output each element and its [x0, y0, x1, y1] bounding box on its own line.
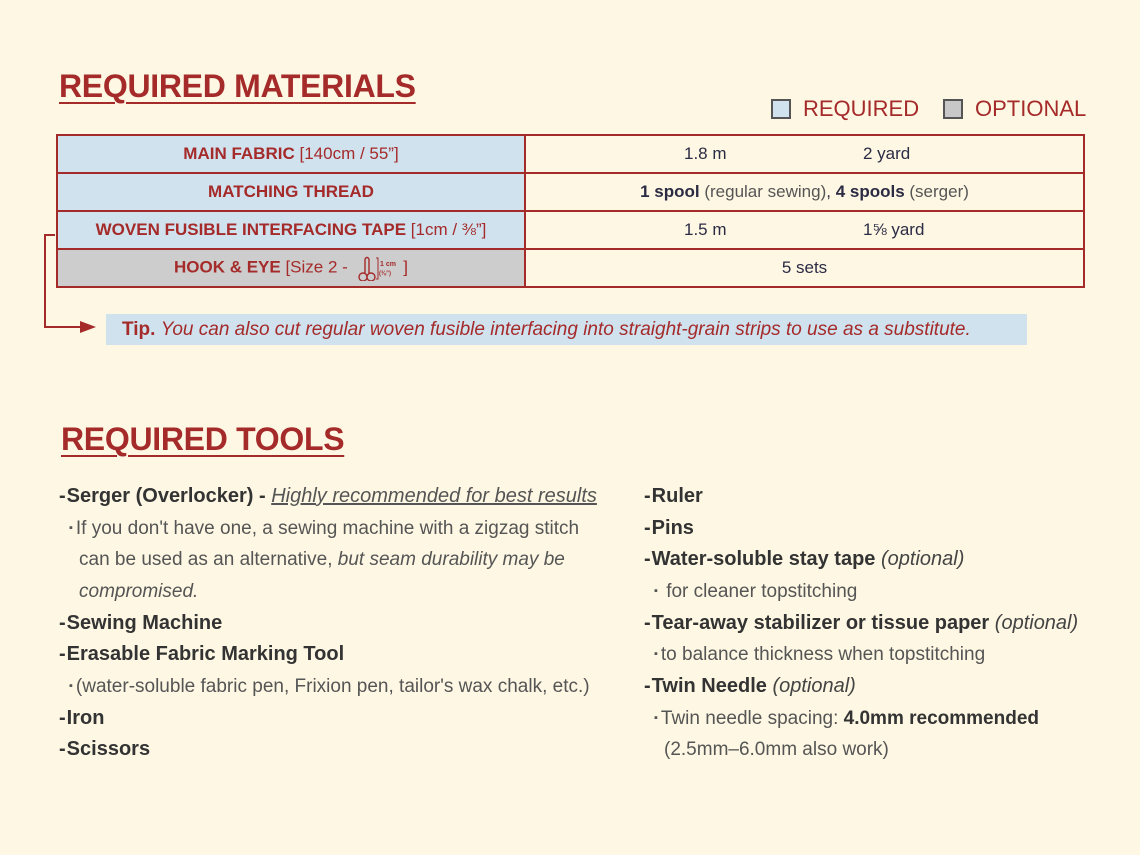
bullet-marker: ▪ — [69, 521, 73, 534]
tool-name: Scissors — [66, 738, 151, 761]
list-item — [644, 608, 1124, 640]
material-spec: [1cm / ⅜”] — [410, 220, 487, 239]
material-spec: [140cm / 55”] — [299, 144, 399, 163]
sub-text: to balance thickness when topstitching — [660, 644, 986, 666]
tools-list-left — [59, 481, 629, 766]
table-row — [57, 135, 1084, 173]
list-item — [644, 544, 1124, 576]
tip-connector-arrow-icon — [40, 232, 100, 334]
thread-desc-1: (regular sewing) — [704, 182, 827, 201]
tip-box — [106, 314, 1027, 345]
tool-sep: - — [253, 485, 272, 507]
list-subitem — [644, 576, 1124, 608]
sub-text: (2.5mm–6.0mm also work) — [664, 739, 889, 761]
thread-qty-2: 4 spools — [835, 182, 905, 201]
material-spec-end: ] — [403, 257, 409, 277]
tool-note: Highly recommended for best results — [271, 485, 597, 507]
sub-text-italic: but seam durability may be — [337, 549, 565, 571]
material-name-text: HOOK & EYE — [173, 257, 281, 277]
thread-qty-1: 1 spool — [640, 182, 700, 201]
material-name — [57, 249, 525, 287]
tool-name: Sewing Machine — [66, 611, 223, 634]
dash-marker: - — [644, 485, 651, 507]
material-name-text: WOVEN FUSIBLE INTERFACING TAPE — [95, 220, 407, 239]
list-subitem — [644, 703, 1124, 735]
tool-name: Iron — [66, 706, 105, 729]
sub-text: can be used as an alternative, — [79, 549, 338, 571]
hook-and-eye-icon — [356, 255, 396, 281]
list-subitem-cont — [644, 734, 1124, 766]
list-subitem — [59, 671, 629, 703]
tool-name: Serger (Overlocker) — [66, 485, 254, 507]
material-quantity — [525, 249, 1084, 287]
dash-marker: - — [59, 485, 66, 507]
list-item — [644, 671, 1124, 703]
material-name — [57, 211, 525, 249]
list-subitem — [644, 639, 1124, 671]
thread-desc-2: (serger) — [909, 182, 969, 201]
material-quantity — [525, 135, 1084, 173]
legend-optional — [943, 96, 1086, 122]
bullet-marker: ▪ — [654, 584, 658, 597]
list-subitem — [59, 513, 629, 545]
sub-text-italic: compromised. — [79, 580, 199, 602]
dash-marker: - — [59, 738, 66, 761]
bullet-marker: ▪ — [654, 648, 658, 661]
dash-marker: - — [644, 516, 651, 539]
tool-name: Ruler — [651, 485, 703, 507]
legend-optional-label: OPTIONAL — [975, 96, 1087, 121]
tip-text: You can also cut regular woven fusible interfacing into straight-grain strips to use as a substitute. — [160, 319, 971, 340]
imperial-value: 2 yard — [863, 144, 911, 163]
tool-name: Twin Needle — [651, 674, 767, 697]
list-item — [59, 608, 629, 640]
material-name — [57, 135, 525, 173]
legend-required-label: REQUIRED — [803, 96, 920, 121]
dash-marker: - — [59, 643, 66, 666]
optional-tag: (optional) — [994, 611, 1079, 634]
required-swatch — [771, 99, 791, 119]
material-name — [57, 173, 525, 211]
thread-sep: , — [826, 182, 836, 201]
material-quantity — [525, 173, 1084, 211]
sub-text: Twin needle spacing: — [660, 707, 844, 729]
sub-text-bold: 4.0mm recommended — [843, 707, 1039, 729]
table-row — [57, 249, 1084, 287]
tool-name: Tear-away stabilizer or tissue paper — [651, 611, 990, 634]
material-spec: [Size 2 - — [285, 257, 348, 277]
list-item — [59, 703, 629, 735]
materials-heading: REQUIRED MATERIALS — [59, 68, 416, 104]
hook-size-imperial: (⅜”) — [378, 271, 391, 277]
dash-marker: - — [644, 611, 651, 634]
material-name-text: MATCHING THREAD — [208, 182, 374, 201]
dash-marker: - — [59, 706, 66, 729]
table-row — [57, 211, 1084, 249]
hook-eye-value: 5 sets — [781, 258, 828, 277]
hook-size-metric: 1 cm — [379, 261, 396, 268]
dash-marker: - — [59, 611, 66, 634]
material-quantity — [525, 211, 1084, 249]
tool-name: Water-soluble stay tape — [651, 548, 876, 571]
table-row — [57, 173, 1084, 211]
list-subitem-cont — [59, 544, 629, 576]
tools-list-right — [644, 481, 1124, 766]
optional-swatch — [943, 99, 963, 119]
sub-text: for cleaner topstitching — [666, 580, 858, 602]
tool-name: Erasable Fabric Marking Tool — [66, 643, 345, 666]
list-item — [644, 481, 1124, 513]
metric-value: 1.8 m — [684, 144, 727, 163]
list-item — [59, 734, 629, 766]
list-item — [644, 513, 1124, 545]
optional-tag: (optional) — [881, 548, 965, 571]
optional-tag: (optional) — [772, 674, 856, 697]
materials-table — [56, 134, 1085, 288]
imperial-value: 1⅝ yard — [863, 220, 925, 239]
dash-marker: - — [644, 674, 651, 697]
bullet-marker: ▪ — [69, 679, 73, 692]
material-name-text: MAIN FABRIC — [183, 144, 295, 163]
tool-name: Pins — [651, 516, 694, 539]
tip-label: Tip. — [122, 319, 156, 340]
metric-value: 1.5 m — [684, 220, 727, 239]
tools-heading: REQUIRED TOOLS — [61, 421, 345, 457]
sub-text: (water-soluble fabric pen, Frixion pen, tailor's wax chalk, etc.) — [75, 675, 590, 697]
dash-marker: - — [644, 548, 651, 571]
bullet-marker: ▪ — [654, 711, 658, 724]
list-subitem-cont — [59, 576, 629, 608]
legend-required — [771, 96, 919, 122]
list-item — [59, 639, 629, 671]
sub-text: If you don't have one, a sewing machine with a zigzag stitch — [75, 517, 580, 539]
list-item — [59, 481, 629, 513]
